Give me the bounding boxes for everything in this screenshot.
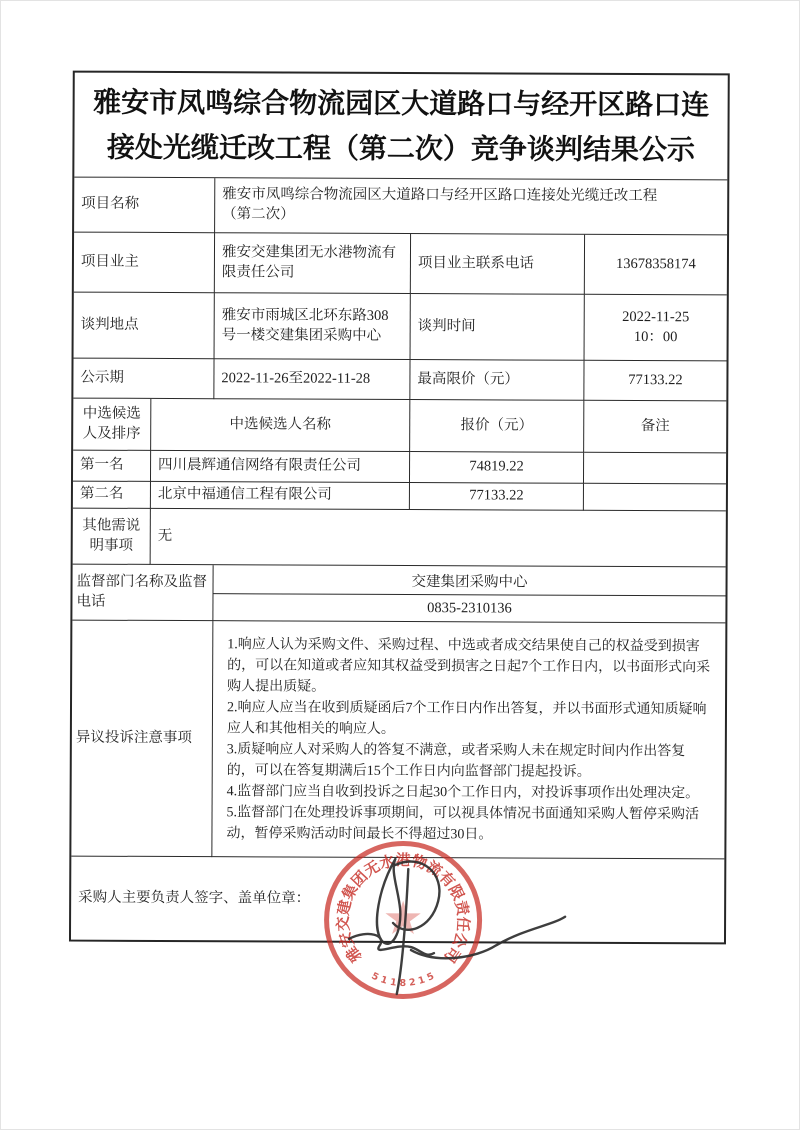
owner-value: 雅安交建集团无水港物流有限责任公司	[215, 233, 411, 294]
candidate-price: 74819.22	[410, 452, 584, 484]
publicity-row	[73, 359, 726, 402]
objection-item-3: 3.质疑响应人对采购人的答复不满意，或者采购人未在规定时间内作出答复的，可以在答复期满后15个工作日内向监督部门提起投诉。	[226, 741, 686, 780]
supervisor-phone: 0835-2310136	[213, 594, 725, 623]
supervisor-row	[72, 565, 725, 624]
objection-item-5: 5.监督部门在处理投诉事项期间，可以视具体情况书面通知采购人暂停采购活动，暂停采购活动时间最长不得超过30日。	[226, 804, 700, 842]
page-title: 雅安市凤鸣综合物流园区大道路口与经开区路口连接处光缆迁改工程（第二次）竞争谈判结果公示	[74, 73, 727, 181]
project-name-label: 项目名称	[74, 178, 215, 234]
candidates-price-header: 报价（元）	[410, 400, 584, 453]
candidate-note	[584, 484, 726, 512]
objection-item-1: 1.响应人认为采购文件、采购过程、中选或者成交结果使自己的权益受到损害的，可以在知道或者应知其权益受到损害之日起7个工作日内，以书面形式向采购人提出质疑。	[227, 636, 711, 695]
owner-phone-label: 项目业主联系电话	[411, 234, 585, 295]
owner-row	[74, 233, 727, 296]
publicity-label: 公示期	[73, 359, 214, 400]
signature-label: 采购人主要负责人签字、盖单位章：	[78, 889, 311, 907]
star-icon: ★	[382, 890, 424, 945]
candidate-note	[584, 453, 726, 485]
time-value: 2022-11-25 10：00	[622, 308, 690, 345]
max-price-value: 77133.22	[584, 361, 726, 402]
venue-value: 雅安市雨城区北环东路308号一楼交建集团采购中心	[215, 293, 411, 360]
candidate-name: 四川晨辉通信网络有限责任公司	[151, 451, 410, 483]
publicity-value: 2022-11-26至2022-11-28	[214, 359, 410, 400]
supervisor-label: 监督部门名称及监督电话	[72, 565, 213, 622]
handwritten-signature	[325, 845, 574, 998]
objection-item-4: 4.监督部门应当自收到投诉之日起30个工作日内，对投诉事项作出处理决定。	[226, 783, 700, 801]
objection-label: 异议投诉注意事项	[71, 621, 213, 858]
owner-phone-value: 13678358174	[585, 235, 727, 296]
candidate-name: 北京中福通信工程有限公司	[151, 482, 410, 510]
candidates-header-row	[73, 399, 726, 454]
candidates-note-header: 备注	[584, 401, 726, 454]
venue-label: 谈判地点	[74, 293, 215, 360]
owner-label: 项目业主	[74, 233, 215, 294]
candidate-rank: 第二名	[73, 482, 151, 509]
candidate-rank: 第一名	[73, 451, 151, 482]
candidates-name-header: 中选候选人名称	[151, 399, 410, 452]
time-label: 谈判时间	[411, 294, 585, 361]
stamp-seal-text: 雅 安 交 建 集 团 无 水 港 物 流 有 限 责 任 公 司	[334, 851, 472, 966]
other-notes-value: 无	[151, 509, 726, 568]
max-price-label: 最高限价（元）	[410, 360, 584, 401]
objection-item-2: 2.响应人应当在收到质疑函后7个工作日内作出答复，并以书面形式通知质疑响应人和其他相关的响应人。	[226, 699, 707, 737]
other-notes-row	[73, 509, 726, 568]
project-name-row	[74, 178, 727, 236]
table-row	[73, 451, 726, 485]
title-row	[74, 73, 727, 181]
supervisor-values	[213, 565, 725, 623]
table-row	[73, 482, 726, 512]
stamp-seal-number: 5 1 1 8 2 1 5	[369, 970, 436, 989]
supervisor-name: 交建集团采购中心	[213, 565, 725, 596]
candidates-rank-header: 中选候选人及排序	[73, 399, 151, 451]
negotiation-row	[74, 293, 727, 362]
other-notes-label: 其他需说明事项	[73, 509, 151, 565]
candidate-price: 77133.22	[410, 483, 584, 511]
project-name-value: 雅安市凤鸣综合物流园区大道路口与经开区路口连接处光缆迁改工程（第二次）	[222, 186, 658, 223]
